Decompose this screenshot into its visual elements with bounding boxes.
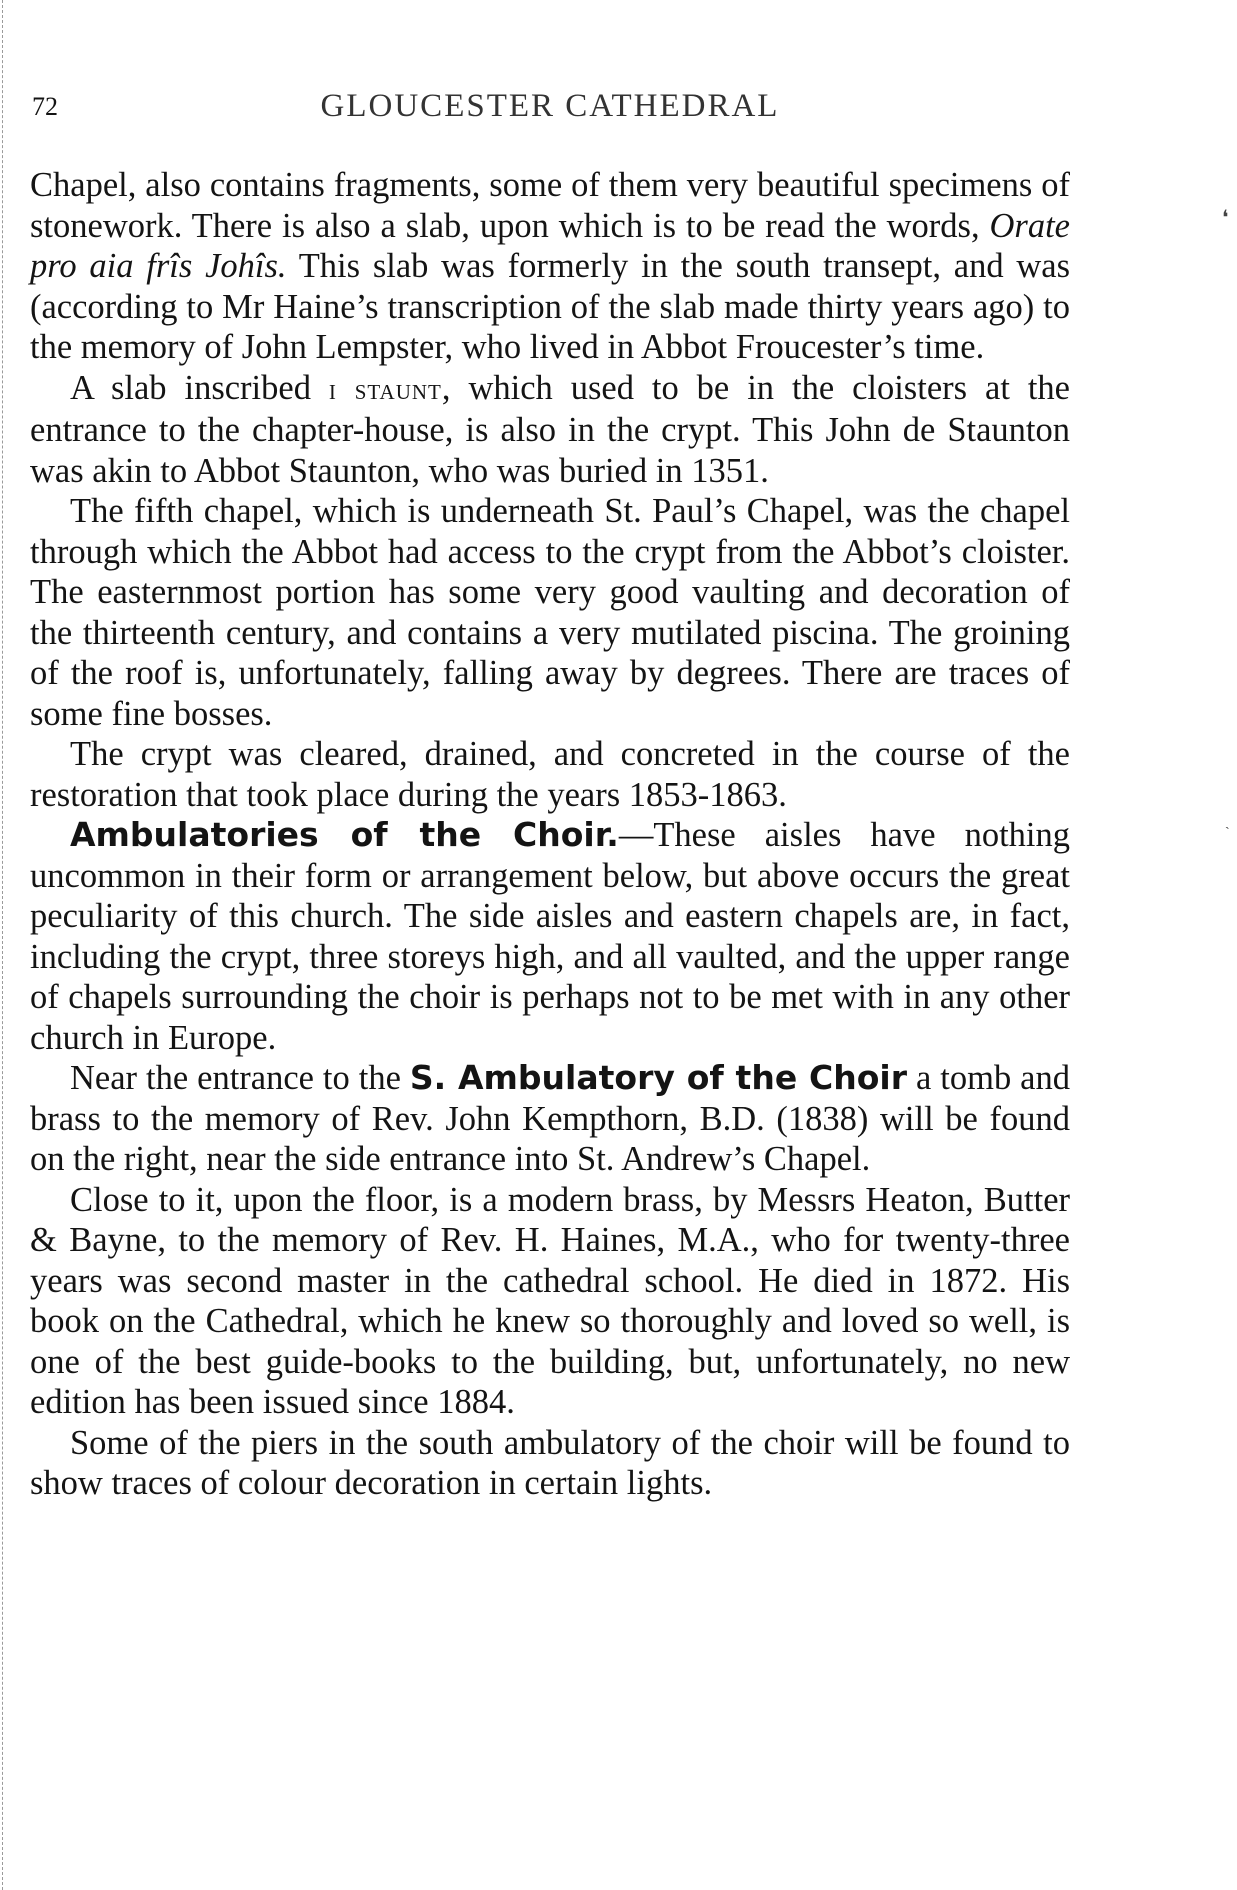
paragraph-7 [30,1180,1070,1423]
body-text [30,165,1070,1504]
running-title: GLOUCESTER CATHEDRAL [320,88,780,124]
paragraph-text: The crypt was cleared, drained, and concreted in the course of the restoration that took place during the years 1853-1863. [30,735,1070,814]
paragraph-text: A slab inscribed [70,368,329,407]
page-header [30,88,1070,128]
paragraph-1 [30,165,1070,368]
paragraph-text: Close to it, upon the floor, is a modern brass, by Messrs Heaton, Butter & Bayne, to the memory of Rev. H. Haines, M.A., who for twenty-three years was second master in the cathedral school. He died in 1872. His book on the Cathedral, which he knew so thoroughly and loved so well, is one of the best guide-books to the building, but, unfortunately, no new edition has been issued since 1884. [30,1180,1070,1421]
paragraph-3 [30,491,1070,734]
latin-inscription: Orate pro aia frîs Johîs. [30,206,1070,285]
paragraph-text: This slab was formerly in the south transept, and was (according to Mr Haine’s transcription of the slab made thirty years ago) to the memory of John Lempster, who lived in Abbot Froucester’s time. [30,247,1071,366]
paragraph-text: , which used to be in the cloisters at the entrance to the chapter-house, is also in the crypt. This John de Staunton was akin to Abbot Staunton, who was buried in 1351. [30,368,1070,490]
paragraph-text: Some of the piers in the south ambulatory of the choir will be found to show traces of colour decoration in certain lights. [30,1423,1070,1502]
page-number: 72 [32,92,58,121]
paragraph-6 [30,1058,1070,1180]
margin-speck: ˎ [1225,815,1230,830]
paragraph-text: Near the entrance to the [70,1059,410,1097]
paragraph-4 [30,734,1070,815]
paragraph-text: a tomb and brass to the memory of Rev. John Kempthorn, B.D. (1838) will be found on the right, near the side entrance into St. Andrew’s Chapel. [30,1059,1070,1178]
paragraph-8 [30,1423,1070,1504]
margin-speck: ❛ [1222,207,1229,229]
paragraph-text: —These aisles have nothing uncommon in their form or arrangement below, but above occurs the great peculiarity of this church. The side aisles and eastern chapels are, in fact, including the crypt, three storeys high, and all vaulted, and the upper range of chapels surrounding the choir is perhaps not to be met with in any other church in Europe. [30,816,1070,1057]
paragraph-5 [30,815,1070,1058]
paragraph-2 [30,368,1070,492]
paragraph-text: Chapel, also contains fragments, some of them very beautiful specimens of stonework. There is also a slab, upon which is to be read the words, [30,166,1070,245]
section-heading: Ambulatories of the Choir. [70,815,619,854]
section-heading: S. Ambulatory of the Choir [409,1058,908,1097]
paragraph-text: The fifth chapel, which is underneath St. Paul’s Chapel, was the chapel through which the Abbot had access to the crypt from the Abbot’s cloister. The easternmost portion has some very good vaulting and decoration of the thirteenth century, and contains a very mutilated piscina. The groining of the roof is, unfortunately, falling away by degrees. There are traces of some fine bosses. [30,492,1070,733]
slab-inscription: i staunt [328,372,442,406]
scan-edge-line [2,0,3,1890]
